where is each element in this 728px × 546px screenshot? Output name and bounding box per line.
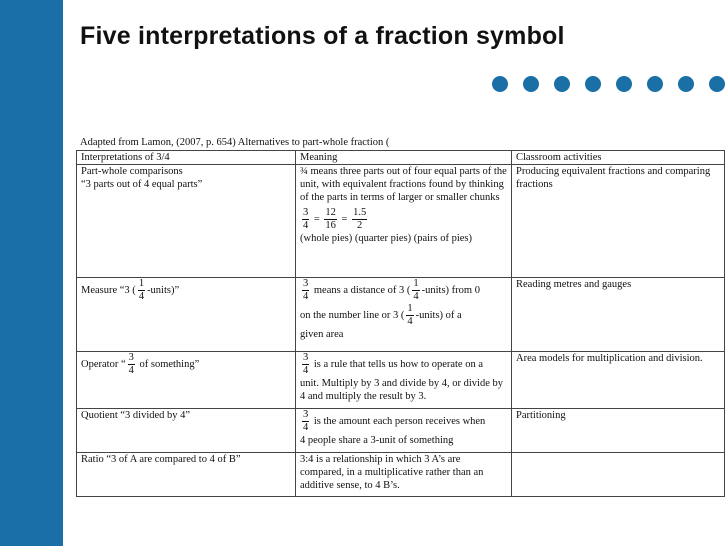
interpretation-text: Part-whole comparisons: [81, 166, 183, 177]
slide-title: Five interpretations of a fraction symbol: [80, 22, 565, 50]
decorative-dot: [647, 76, 663, 92]
table-row: [77, 352, 725, 409]
meaning-cell: [296, 165, 512, 278]
header-interpretations: Interpretations of 3/4: [77, 151, 296, 165]
equals-sign: =: [341, 213, 348, 225]
table-row: [77, 165, 725, 278]
fraction: $\frac{12}{16}$: [325, 207, 336, 231]
equivalent-caption: (whole pies) (quarter pies) (pairs of pies): [300, 233, 473, 244]
meaning-text: given area: [300, 329, 344, 340]
meaning-cell: [296, 352, 512, 409]
header-meaning: Meaning: [296, 151, 512, 165]
meaning-cell: [296, 278, 512, 352]
fraction: $\frac{1}{4}$: [413, 278, 419, 302]
decorative-dot: [554, 76, 570, 92]
meaning-text: means a distance of 3 (: [313, 284, 411, 296]
interpretation-cell: [77, 165, 296, 278]
interpretation-subtext: “3 parts out of 4 equal parts”: [81, 179, 203, 190]
meaning-text: is the amount each person receives when: [313, 415, 486, 427]
activity-cell: Area models for multiplication and division.: [512, 352, 725, 409]
header-activities: Classroom activities: [512, 151, 725, 165]
meaning-text: ¾ means three parts out of four equal parts of the unit, with equivalent fractions found by thinking of the parts in terms of larger or smaller chunks: [300, 166, 507, 203]
fraction: $\frac{3}{4}$: [303, 278, 309, 302]
fraction: $\frac{3}{4}$: [303, 207, 309, 231]
meaning-cell: 3:4 is a relationship in which 3 A’s are compared, in a multiplicative rather than an additive sense, to 4 B’s.: [296, 453, 512, 497]
fraction: $\frac{1}{4}$: [138, 278, 145, 302]
interpretation-text: of something”: [136, 358, 200, 370]
interpretation-text: -units)”: [147, 284, 180, 296]
meaning-text: 4 people share a 3-unit of something: [300, 435, 454, 446]
meaning-text: on the number line or 3 (: [300, 309, 405, 321]
table-caption: Adapted from Lamon, (2007, p. 654) Alternatives to part-whole fraction (: [80, 137, 390, 148]
interpretation-cell: [77, 352, 296, 409]
interpretations-table: [76, 150, 725, 497]
fraction: $\frac{1}{4}$: [407, 303, 413, 327]
meaning-cell: [296, 409, 512, 453]
table-header-row: [77, 151, 725, 165]
meaning-text: -units) from 0: [421, 284, 480, 296]
fraction: $\frac{3}{4}$: [303, 352, 309, 376]
meaning-text: is a rule that tells us how to operate on a: [313, 358, 483, 370]
decorative-dot: [709, 76, 725, 92]
decorative-dot: [585, 76, 601, 92]
table-row: [77, 278, 725, 352]
activity-cell: Reading metres and gauges: [512, 278, 725, 352]
activity-cell: [512, 453, 725, 497]
decorative-dot: [492, 76, 508, 92]
meaning-text: unit. Multiply by 3 and divide by 4, or divide by 4 and multiply the result by 3.: [300, 378, 503, 402]
decorative-dot: [523, 76, 539, 92]
table-row: [77, 453, 725, 497]
decorative-dot: [616, 76, 632, 92]
equivalent-fractions: [300, 204, 507, 232]
activity-cell: Producing equivalent fractions and comparing fractions: [512, 165, 725, 278]
fraction: $\frac{3}{4}$: [128, 352, 134, 376]
interpretation-cell: Ratio “3 of A are compared to 4 of B”: [77, 453, 296, 497]
interpretation-cell: [77, 278, 296, 352]
interpretation-cell: Quotient “3 divided by 4”: [77, 409, 296, 453]
activity-cell: Partitioning: [512, 409, 725, 453]
fraction: $\frac{3}{4}$: [303, 409, 309, 433]
interpretation-text: Measure “3 (: [81, 284, 136, 296]
slide-sidebar: [0, 0, 63, 546]
equals-sign: =: [313, 213, 320, 225]
fraction: $\frac{1.5}{2}$: [353, 207, 367, 231]
table-row: [77, 409, 725, 453]
interpretation-text: Operator “: [81, 358, 126, 370]
meaning-text: -units) of a: [415, 309, 462, 321]
decorative-dot: [678, 76, 694, 92]
